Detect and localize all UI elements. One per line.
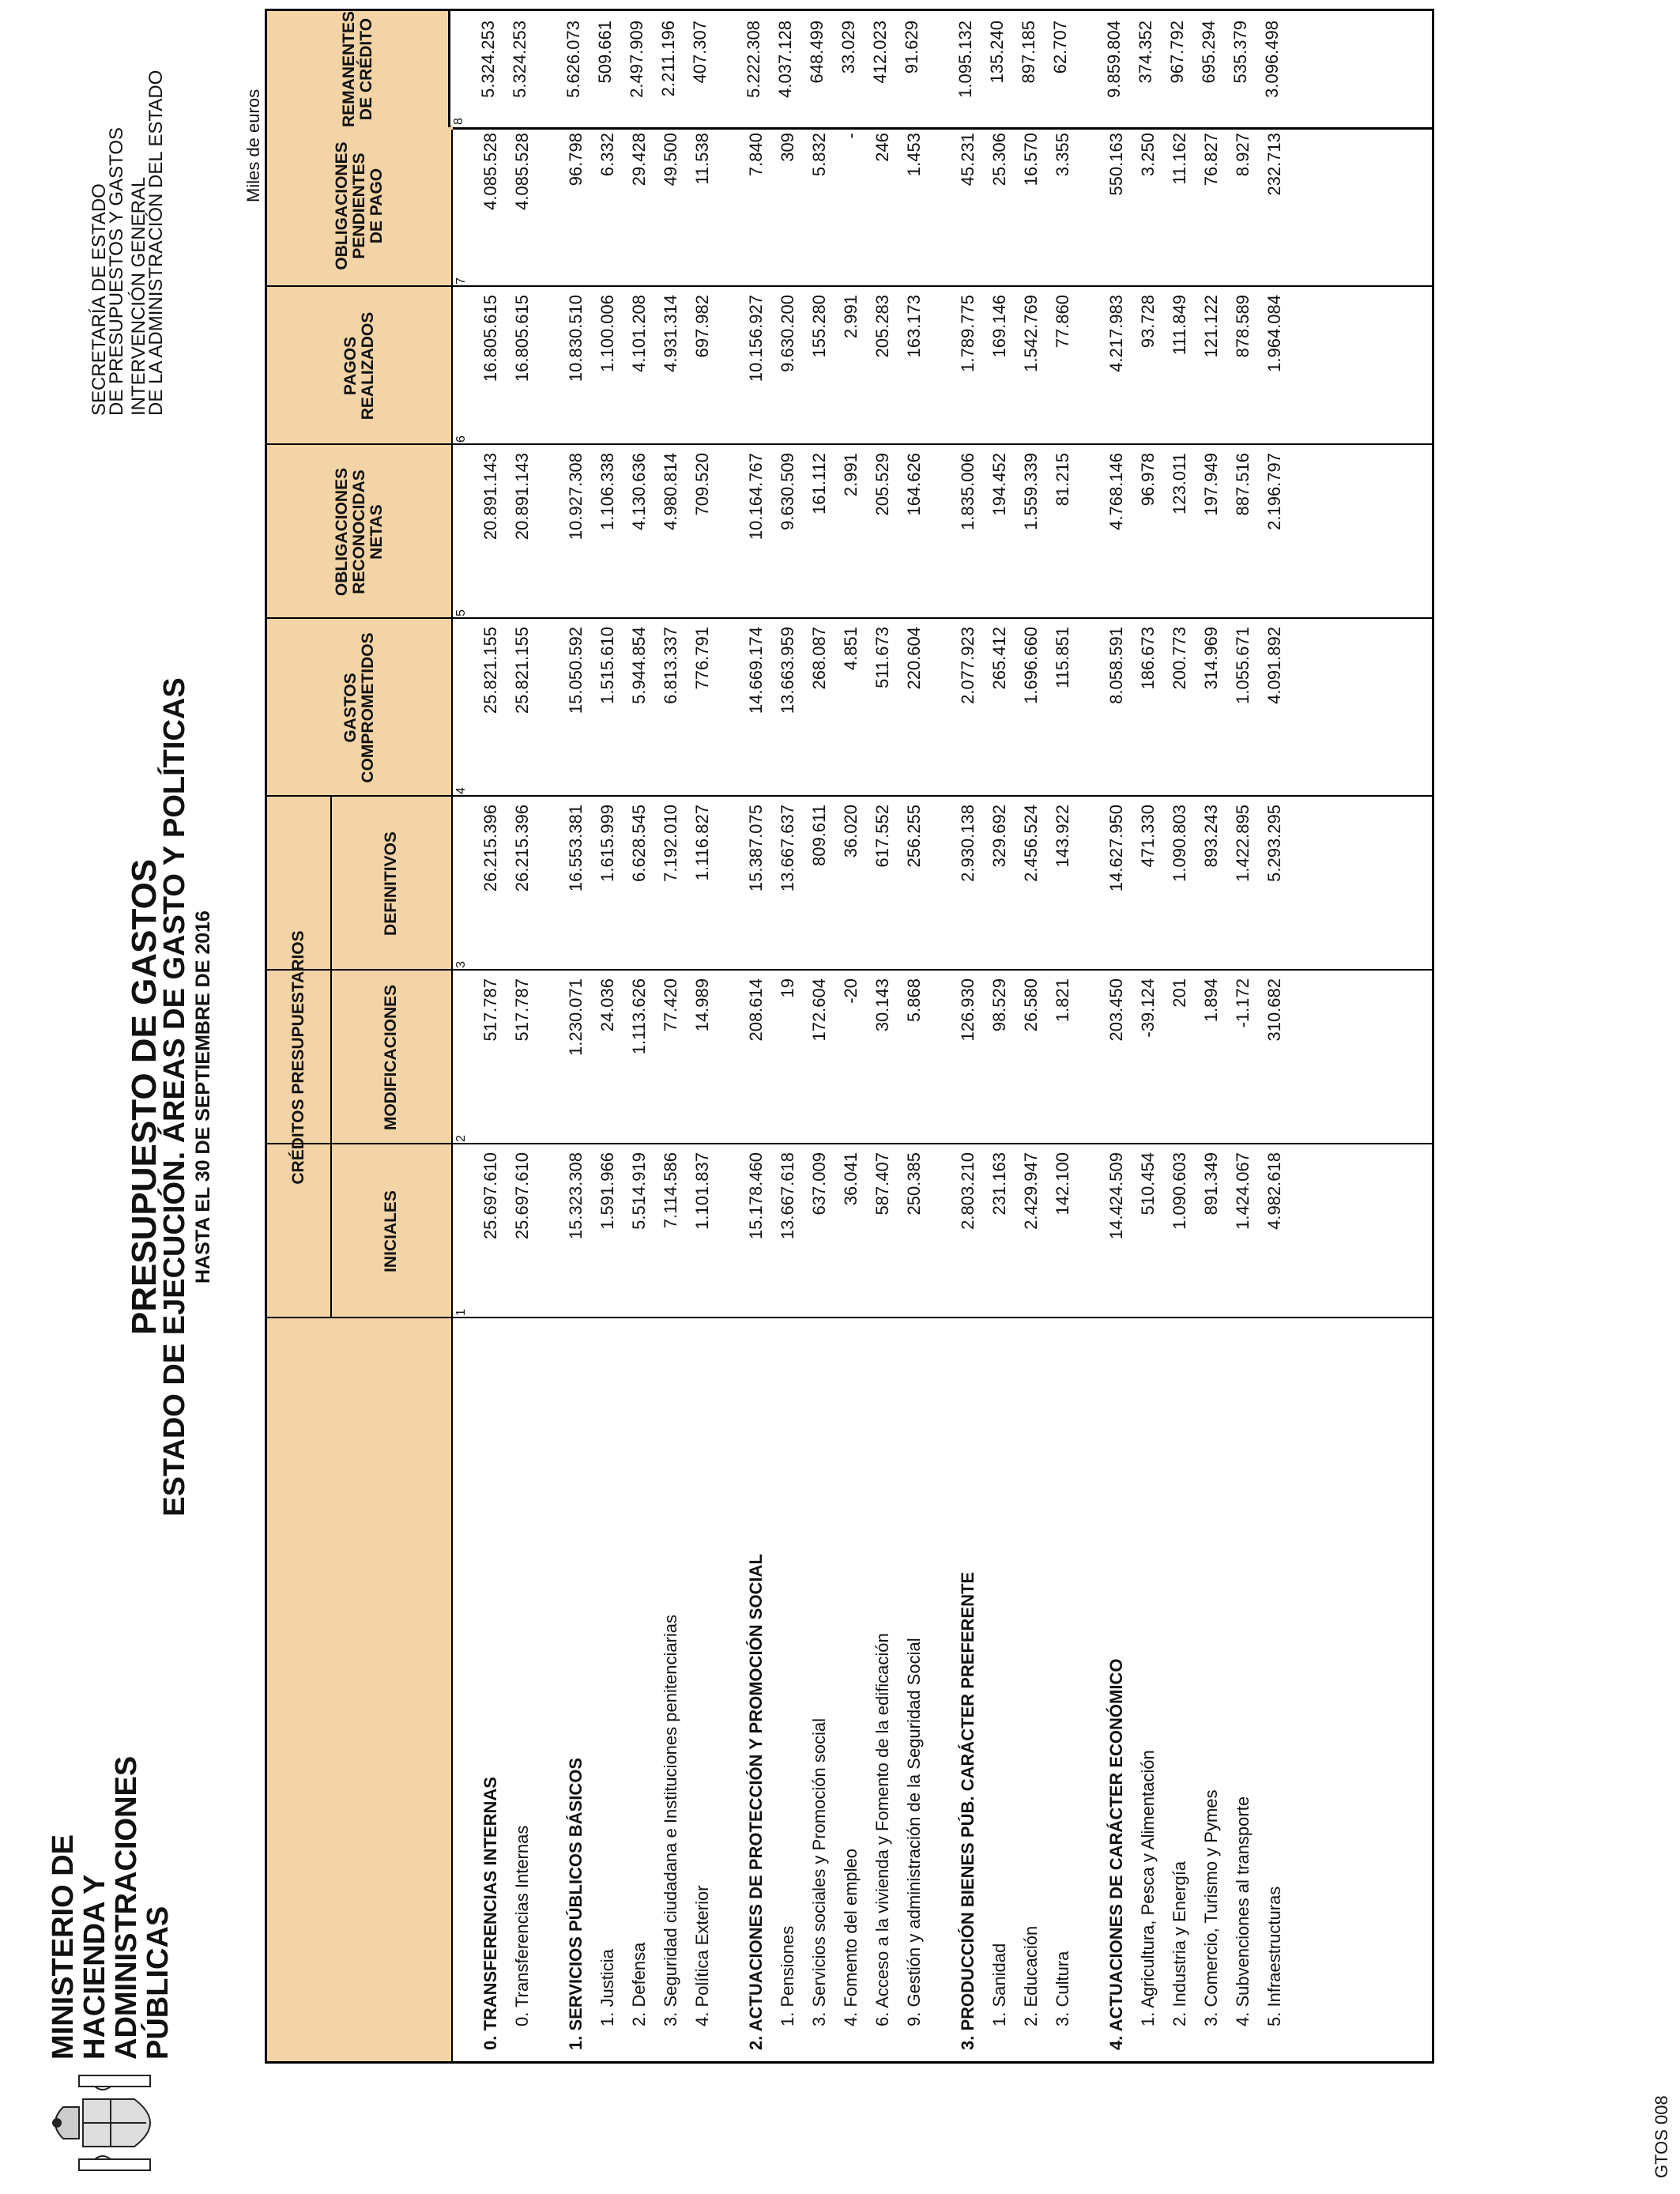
- cell-value: 24.036: [597, 978, 617, 1032]
- cell-value: 203.450: [1106, 978, 1126, 1042]
- title-sub: ESTADO DE EJECUCIÓN. ÁREAS DE GASTO Y POLÍTICAS: [158, 677, 191, 1517]
- cell-value: 4.851: [841, 627, 861, 671]
- cell-value: 123.011: [1170, 453, 1189, 515]
- cell-value: 374.352: [1136, 21, 1155, 84]
- secretaria-line: SECRETARÍA DE ESTADO: [89, 183, 110, 416]
- cell-value: 77.860: [1053, 295, 1072, 349]
- cell-value: 11.162: [1170, 133, 1189, 185]
- ministry-line: ADMINISTRACIONES: [110, 1755, 143, 2060]
- row-label: 4. Fomento del empleo: [841, 1848, 861, 2026]
- header-pagos: PAGOS REALIZADOS: [341, 311, 377, 420]
- cell-value: 1.615.999: [597, 805, 617, 882]
- cell-value: 15.323.308: [566, 1152, 586, 1240]
- cell-value: 111.849: [1170, 295, 1189, 356]
- cell-value: 4.931.314: [661, 295, 680, 372]
- col-number: 3: [454, 961, 468, 968]
- cell-value: 16.805.615: [512, 295, 532, 383]
- cell-value: 2.429.947: [1021, 1152, 1041, 1230]
- header-creditos: CRÉDITOS PRESUPUESTARIOS: [289, 930, 307, 1185]
- row-label: 2. Industria y Energía: [1170, 1860, 1189, 2026]
- cell-value: 10.927.308: [566, 453, 586, 541]
- cell-value: 1.055.671: [1233, 627, 1252, 704]
- units-label: Miles de euros: [243, 89, 263, 202]
- col-number: 1: [454, 1309, 468, 1316]
- cell-value: 535.379: [1230, 21, 1250, 84]
- ministry-line: PÚBLICAS: [141, 1906, 175, 2060]
- cell-value: 16.570: [1021, 133, 1041, 187]
- cell-value: 15.387.075: [746, 805, 766, 892]
- cell-value: 1.230.071: [566, 978, 586, 1056]
- cell-value: 2.991: [841, 295, 861, 339]
- cell-value: 98.529: [989, 978, 1009, 1032]
- cell-value: 15.050.592: [566, 627, 586, 714]
- cell-value: 4.101.208: [629, 295, 649, 372]
- cell-value: 314.969: [1201, 627, 1221, 690]
- table-section-row: [958, 130, 989, 2061]
- cell-value: 695.294: [1199, 21, 1219, 84]
- cell-value: 164.626: [904, 453, 924, 516]
- cell-value: 709.520: [692, 453, 712, 516]
- cell-value: 26.215.396: [512, 805, 532, 892]
- cell-value: 6.628.545: [629, 805, 649, 882]
- row-label: 1. Sanidad: [989, 1943, 1009, 2026]
- cell-value: 14.989: [692, 978, 712, 1032]
- row-label: 6. Acceso a la vivienda y Fomento de la edificación: [872, 1633, 892, 2026]
- cell-value: 205.283: [872, 295, 892, 358]
- cell-value: 2.211.196: [658, 21, 678, 97]
- cell-value: 30.143: [872, 978, 892, 1032]
- cell-value: 897.185: [1019, 21, 1038, 84]
- cell-value: 16.805.615: [480, 295, 500, 383]
- cell-value: 4.085.528: [480, 133, 500, 210]
- cell-value: -20: [841, 978, 861, 1004]
- cell-value: 1.821: [1053, 978, 1072, 1023]
- cell-value: 2.930.138: [958, 805, 977, 882]
- header-iniciales: INICIALES: [381, 1190, 400, 1272]
- row-label: 2. Defensa: [629, 1942, 649, 2026]
- cell-value: -: [841, 133, 861, 139]
- cell-value: 3.096.498: [1262, 21, 1282, 98]
- cell-value: 20.891.143: [480, 453, 500, 541]
- cell-value: 1.424.067: [1233, 1152, 1252, 1230]
- cell-value: 1.422.895: [1233, 805, 1252, 882]
- cell-value: 231.163: [989, 1152, 1009, 1216]
- cell-value: 96.798: [566, 133, 586, 187]
- cell-value: 7.114.586: [661, 1152, 680, 1229]
- row-label: 1. Agricultura, Pesca y Alimentación: [1138, 1750, 1158, 2026]
- cell-value: 2.991: [841, 453, 861, 497]
- table-row: [1233, 130, 1264, 2061]
- cell-value: 13.667.637: [778, 805, 797, 892]
- col-number: 4: [454, 787, 468, 794]
- header-remanentes: REMANENTES DE CRÉDITO: [265, 9, 450, 127]
- cell-value: 5.293.295: [1264, 805, 1284, 882]
- cell-value: 6.813.337: [661, 627, 680, 704]
- cell-value: 8.927: [1233, 133, 1252, 177]
- cell-value: 407.307: [690, 21, 710, 84]
- row-label: 4. ACTUACIONES DE CARÁCTER ECONÓMICO: [1106, 1658, 1126, 2050]
- table-row: [1053, 130, 1084, 2061]
- cell-value: 1.101.837: [692, 1152, 712, 1230]
- cell-value: 126.930: [958, 978, 977, 1042]
- table-row: [1170, 130, 1201, 2061]
- cell-value: -39.124: [1138, 978, 1158, 1038]
- cell-value: 1.106.338: [597, 453, 617, 530]
- table-row: [904, 130, 936, 2061]
- cell-value: 3.355: [1053, 133, 1072, 177]
- cell-value: 648.499: [807, 21, 827, 84]
- cell-value: 471.330: [1138, 805, 1158, 868]
- cell-value: 4.982.618: [1264, 1152, 1284, 1230]
- footer-code: GTOS 008: [1652, 2095, 1671, 2178]
- table-section-row: [746, 130, 778, 2061]
- cell-value: 5.868: [904, 978, 924, 1023]
- cell-value: 412.023: [870, 21, 890, 84]
- cell-value: 6.332: [597, 133, 617, 177]
- cell-value: 197.949: [1201, 453, 1221, 516]
- cell-value: 776.791: [692, 627, 712, 690]
- title-date: HASTA EL 30 DE SEPTIEMBRE DE 2016: [192, 910, 214, 1284]
- cell-value: 142.100: [1053, 1152, 1072, 1216]
- cell-value: 5.626.073: [563, 21, 583, 98]
- table-row: [1138, 130, 1170, 2061]
- cell-value: 265.412: [989, 627, 1009, 690]
- cell-value: 1.591.966: [597, 1152, 617, 1230]
- table-row: [512, 130, 544, 2061]
- cell-value: 509.661: [595, 21, 615, 84]
- row-label: 3. Servicios sociales y Promoción social: [809, 1717, 829, 2026]
- cell-value: 4.217.983: [1106, 295, 1126, 372]
- cell-value: 93.728: [1138, 295, 1158, 349]
- row-label: 5. Infraestructuras: [1264, 1886, 1284, 2026]
- row-label: 2. ACTUACIONES DE PROTECCIÓN Y PROMOCIÓN SOCIAL: [746, 1554, 766, 2050]
- cell-value: 2.077.923: [958, 627, 977, 704]
- cell-value: 329.692: [989, 805, 1009, 868]
- cell-value: 887.516: [1233, 453, 1252, 516]
- cell-value: 1.835.006: [958, 453, 977, 530]
- cell-value: 14.627.950: [1106, 805, 1126, 892]
- cell-value: 5.324.253: [510, 21, 529, 98]
- cell-value: 115.851: [1053, 627, 1072, 688]
- cell-value: 1.113.626: [629, 978, 649, 1055]
- secretaria-line: DE LA ADMINISTRACIÓN DEL ESTADO: [145, 70, 167, 416]
- cell-value: 172.604: [809, 978, 829, 1042]
- row-label: 3. PRODUCCIÓN BIENES PÚB. CARÁCTER PREFERENTE: [958, 1571, 977, 2050]
- cell-value: 4.085.528: [512, 133, 532, 210]
- cell-value: 9.630.509: [778, 453, 797, 530]
- col-number: 6: [454, 435, 468, 443]
- cell-value: 878.589: [1233, 295, 1252, 358]
- cell-value: 5.324.253: [478, 21, 498, 98]
- cell-value: 7.192.010: [661, 805, 680, 882]
- cell-value: 1.559.339: [1021, 453, 1041, 530]
- cell-value: 7.840: [746, 133, 766, 177]
- cell-value: 310.682: [1264, 978, 1284, 1042]
- table-section-row: [1106, 130, 1138, 2061]
- cell-value: 2.803.210: [958, 1152, 977, 1230]
- table-row: [1264, 130, 1296, 2061]
- header-obligaciones: OBLIGACIONES RECONOCIDAS NETAS: [332, 467, 386, 597]
- cell-value: 10.830.510: [566, 295, 586, 383]
- row-label: 9. Gestión y administración de la Seguridad Social: [904, 1638, 924, 2026]
- cell-value: 220.604: [904, 627, 924, 690]
- table-row: [597, 130, 629, 2061]
- cell-value: 208.614: [746, 978, 766, 1042]
- cell-value: 891.349: [1201, 1152, 1221, 1216]
- cell-value: 5.944.854: [629, 627, 649, 704]
- secretaria-line: DE PRESUPUESTOS Y GASTOS: [106, 126, 127, 416]
- cell-value: 19: [778, 978, 797, 998]
- cell-value: 76.827: [1201, 133, 1221, 187]
- cell-value: 4.130.636: [629, 453, 649, 530]
- cell-value: 13.663.959: [778, 627, 797, 714]
- table-row: [661, 130, 692, 2061]
- cell-value: 135.240: [987, 21, 1007, 84]
- table-row: [809, 130, 841, 2061]
- table-row: [692, 130, 724, 2061]
- row-label: 1. Justicia: [597, 1949, 617, 2026]
- cell-value: 5.514.919: [629, 1152, 649, 1230]
- cell-value: 205.529: [872, 453, 892, 516]
- cell-value: 1.453: [904, 133, 924, 177]
- cell-value: 1.095.132: [955, 21, 975, 98]
- header-pendientes: OBLIGACIONES PENDIENTES DE PAGO: [332, 141, 386, 270]
- row-label: 1. SERVICIOS PÚBLICOS BÁSICOS: [566, 1757, 586, 2050]
- secretaria-line: INTERVENCIÓN GENERAL: [128, 176, 149, 416]
- cell-value: 9.859.804: [1104, 21, 1124, 98]
- cell-value: 186.673: [1138, 627, 1158, 690]
- cell-value: 121.122: [1201, 295, 1221, 358]
- cell-value: 697.982: [692, 295, 712, 358]
- cell-value: 4.980.814: [661, 453, 680, 530]
- cell-value: 893.243: [1201, 805, 1221, 868]
- cell-value: 617.552: [872, 805, 892, 868]
- cell-value: 169.146: [989, 295, 1009, 358]
- cell-value: 232.713: [1264, 133, 1284, 196]
- cell-value: 29.428: [629, 133, 649, 187]
- cell-value: 194.452: [989, 453, 1009, 516]
- cell-value: 268.087: [809, 627, 829, 690]
- cell-value: -1.172: [1233, 978, 1252, 1028]
- row-label: 3. Comercio, Turismo y Pymes: [1201, 1789, 1221, 2026]
- cell-value: 96.978: [1138, 453, 1158, 507]
- cell-value: 4.768.146: [1106, 453, 1126, 530]
- col-number: 2: [454, 1135, 468, 1142]
- table-section-row: [566, 130, 597, 2061]
- cell-value: 36.020: [841, 805, 861, 858]
- cell-value: 309: [778, 133, 797, 162]
- cell-value: 1.964.084: [1264, 295, 1284, 372]
- table-section-row: [480, 130, 512, 2061]
- cell-value: 62.707: [1050, 21, 1070, 74]
- table-row: [778, 130, 809, 2061]
- cell-value: 36.041: [841, 1152, 861, 1206]
- cell-value: 1.894: [1201, 978, 1221, 1023]
- row-label: 4. Política Exterior: [692, 1885, 712, 2026]
- cell-value: 11.538: [692, 133, 712, 185]
- col-number: 7: [454, 277, 468, 285]
- cell-value: 9.630.200: [778, 295, 797, 372]
- row-label: 3. Cultura: [1053, 1951, 1072, 2026]
- cell-value: 1.100.006: [597, 295, 617, 372]
- cell-value: 5.222.308: [744, 21, 763, 98]
- cell-value: 201: [1170, 978, 1189, 1008]
- title-main: PRESUPUESTO DE GASTOS: [125, 858, 164, 1336]
- cell-value: 13.667.618: [778, 1152, 797, 1240]
- table-row: [629, 130, 661, 2061]
- table-row: [841, 130, 872, 2061]
- cell-value: 155.280: [809, 295, 829, 358]
- cell-value: 26.580: [1021, 978, 1041, 1032]
- execution-table: [265, 127, 1434, 2064]
- cell-value: 25.821.155: [480, 627, 500, 714]
- cell-value: 49.500: [661, 133, 680, 187]
- cell-value: 161.112: [809, 453, 829, 515]
- cell-value: 163.173: [904, 295, 924, 358]
- cell-value: 511.673: [872, 627, 892, 688]
- cell-value: 1.696.660: [1021, 627, 1041, 704]
- secretaria-block: [91, 70, 165, 416]
- cell-value: 81.215: [1053, 453, 1072, 507]
- cell-value: 809.611: [809, 805, 829, 866]
- cell-value: 637.009: [809, 1152, 829, 1216]
- cell-value: 1.789.775: [958, 295, 977, 372]
- row-label: 1. Pensiones: [778, 1925, 797, 2026]
- cell-value: 1.090.803: [1170, 805, 1189, 882]
- cell-value: 517.787: [480, 978, 500, 1042]
- cell-value: 2.456.524: [1021, 805, 1041, 882]
- cell-value: 16.553.381: [566, 805, 586, 892]
- cell-value: 20.891.143: [512, 453, 532, 541]
- cell-value: 1.542.769: [1021, 295, 1041, 372]
- cell-value: 8.058.591: [1106, 627, 1126, 704]
- ministry-line: MINISTERIO DE: [47, 1834, 80, 2060]
- cell-value: 33.029: [838, 21, 858, 74]
- row-label: 2. Educación: [1021, 1925, 1041, 2026]
- cell-value: 550.163: [1106, 133, 1126, 196]
- cell-value: 200.773: [1170, 627, 1189, 690]
- cell-value: 77.420: [661, 978, 680, 1032]
- cell-value: 10.164.767: [746, 453, 766, 541]
- table-row: [1201, 130, 1233, 2061]
- cell-value: 45.231: [958, 133, 977, 187]
- table-row: [872, 130, 904, 2061]
- row-label: 3. Seguridad ciudadana e Instituciones penitenciarias: [661, 1614, 680, 2026]
- cell-value: 2.196.797: [1264, 453, 1284, 530]
- cell-value: 1.515.610: [597, 627, 617, 704]
- cell-value: 246: [872, 133, 892, 162]
- cell-value: 14.424.509: [1106, 1152, 1126, 1240]
- row-label: 4. Subvenciones al transporte: [1233, 1796, 1252, 2026]
- cell-value: 256.255: [904, 805, 924, 868]
- ministry-line: HACIENDA Y: [78, 1874, 111, 2060]
- header-gastos: GASTOS COMPROMETIDOS: [341, 632, 377, 783]
- header-definitivos: DEFINITIVOS: [381, 831, 400, 936]
- cell-value: 4.091.892: [1264, 627, 1284, 704]
- cell-value: 967.792: [1167, 21, 1187, 84]
- cell-value: 15.178.460: [746, 1152, 766, 1240]
- cell-value: 91.629: [902, 21, 921, 74]
- col-number: 5: [454, 609, 468, 616]
- col-number: 8: [452, 118, 465, 125]
- cell-value: 25.697.610: [512, 1152, 532, 1240]
- cell-value: 10.156.927: [746, 295, 766, 383]
- cell-value: 25.821.155: [512, 627, 532, 714]
- cell-value: 3.250: [1138, 133, 1158, 177]
- cell-value: 25.306: [989, 133, 1009, 187]
- header-modificaciones: MODIFICACIONES: [381, 984, 400, 1131]
- row-label: 0. Transferencias Internas: [512, 1825, 532, 2026]
- cell-value: 587.407: [872, 1152, 892, 1216]
- cell-value: 1.090.603: [1170, 1152, 1189, 1230]
- cell-value: 510.454: [1138, 1152, 1158, 1216]
- cell-value: 250.385: [904, 1152, 924, 1216]
- cell-value: 2.497.909: [627, 21, 646, 98]
- cell-value: 143.922: [1053, 805, 1072, 868]
- cell-value: 26.215.396: [480, 805, 500, 892]
- cell-value: 4.037.128: [775, 21, 795, 98]
- table-row: [989, 130, 1021, 2061]
- row-label: 0. TRANSFERENCIAS INTERNAS: [480, 1777, 500, 2050]
- cell-value: 25.697.610: [480, 1152, 500, 1240]
- cell-value: 14.669.174: [746, 627, 766, 714]
- cell-value: 5.832: [809, 133, 829, 177]
- table-row: [1021, 130, 1053, 2061]
- cell-value: 1.116.827: [692, 805, 712, 881]
- cell-value: 517.787: [512, 978, 532, 1042]
